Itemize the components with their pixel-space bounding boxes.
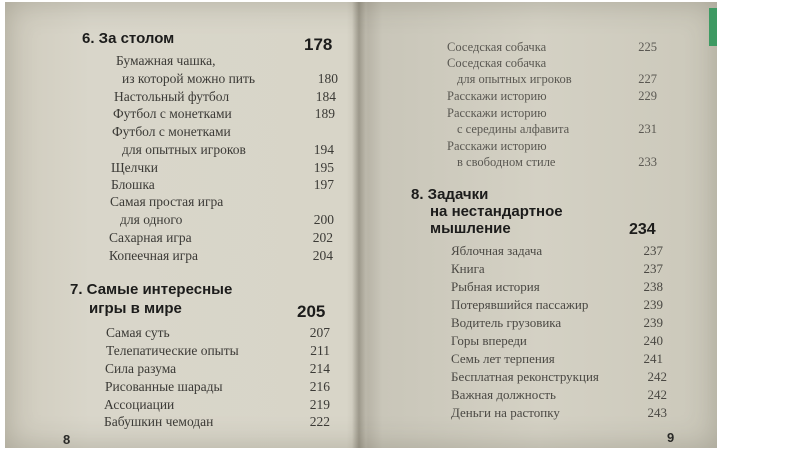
toc-entry: [110, 194, 334, 212]
toc-entry-page: 189: [314, 106, 335, 121]
toc-entry-title-cont: с середины алфавита: [457, 122, 570, 136]
toc-entry: [109, 248, 333, 266]
toc-entry: [112, 124, 334, 142]
toc-entry-title: Сила разума: [105, 361, 177, 376]
toc-entry: [114, 89, 336, 107]
toc-entry-title: Бумажная чашка,: [116, 53, 216, 68]
toc-entry-page: 219: [309, 397, 330, 412]
book-spine: [352, 2, 366, 448]
toc-entry-page: 200: [313, 212, 334, 227]
toc-entry-title: Книга: [451, 261, 485, 276]
toc-entry-title: Яблочная задача: [451, 243, 543, 258]
toc-entry: [447, 89, 657, 107]
toc-entry-title: Самая простая игра: [110, 194, 224, 209]
toc-entry-title: Расскажи историю: [447, 106, 547, 120]
toc-entry: [113, 106, 335, 124]
toc-entry: [451, 351, 663, 369]
toc-entry-page: 239: [643, 315, 663, 330]
section-7-title: 7. Самые интересные: [70, 281, 233, 298]
toc-entry-title: Самая суть: [106, 325, 170, 340]
toc-entry-title-cont: для одного: [120, 212, 183, 227]
toc-entry: [451, 261, 663, 279]
toc-entry-page: 214: [309, 361, 330, 376]
toc-entry: [111, 177, 334, 195]
toc-entry-title: Горы впереди: [451, 333, 527, 348]
section-8-title-cont: на нестандартное: [430, 203, 563, 220]
toc-entry-title: Соседская собачка: [447, 40, 547, 54]
toc-entry: [122, 71, 338, 89]
toc-entry-title: Расскажи историю: [447, 139, 547, 153]
toc-entry-page: 180: [317, 71, 338, 86]
toc-entry-page: 238: [643, 279, 663, 294]
toc-entry-title: Расскажи историю: [447, 89, 547, 103]
toc-entry: [106, 325, 330, 343]
toc-entry: [451, 315, 663, 333]
toc-entry-page: 207: [309, 325, 330, 340]
toc-entry-page: 242: [647, 387, 667, 402]
toc-entry-title: Копеечная игра: [109, 248, 199, 263]
toc-entry-page: 211: [310, 343, 330, 358]
toc-entry-title: Телепатические опыты: [106, 343, 239, 358]
toc-entry-title: Семь лет терпения: [451, 351, 555, 366]
toc-entry-title: Щелчки: [111, 160, 158, 175]
toc-entry: [104, 397, 330, 415]
toc-entry-title: Блошка: [111, 177, 155, 192]
toc-entry-title: Деньги на растопку: [451, 405, 560, 420]
toc-entry-title-cont: для опытных игроков: [122, 142, 246, 157]
toc-entry-title: Важная должность: [451, 387, 556, 402]
toc-entry-page: 202: [312, 230, 333, 245]
toc-entry: [106, 343, 330, 361]
section-6-page: 178: [304, 35, 333, 54]
toc-entry-title: Настольный футбол: [114, 89, 230, 104]
toc-entry: [457, 155, 657, 173]
section-8-page: 234: [629, 221, 656, 238]
toc-entry-page: 184: [315, 89, 336, 104]
toc-entry-page: 240: [643, 333, 663, 348]
toc-entry: [451, 387, 667, 405]
toc-entry: [457, 72, 657, 90]
toc-entry-title: Соседская собачка: [447, 56, 547, 70]
toc-entry-title-cont: в свободном стиле: [457, 155, 556, 169]
section-7-title-cont: игры в мире: [89, 300, 182, 317]
toc-entry-title: Футбол с монетками: [112, 124, 231, 139]
toc-entry: [116, 53, 336, 71]
section-6-title: 6. За столом: [82, 30, 175, 47]
toc-entry-title-cont: для опытных игроков: [457, 72, 572, 86]
toc-entry: [122, 142, 334, 160]
toc-entry-title: Рисованные шарады: [105, 379, 223, 394]
toc-entry-title-cont: из которой можно пить: [122, 71, 256, 86]
section-7-page: 205: [297, 302, 326, 321]
toc-entry: [451, 297, 663, 315]
toc-entry-page: 204: [312, 248, 333, 263]
toc-entry: [109, 230, 333, 248]
toc-entry: [120, 212, 334, 230]
toc-entry-page: 231: [638, 122, 657, 136]
toc-entry-page: 222: [309, 414, 330, 429]
toc-entry: [451, 369, 667, 387]
toc-entry-page: 194: [313, 142, 334, 157]
toc-entry-title: Футбол с монетками: [113, 106, 232, 121]
page-number-left: 8: [63, 432, 71, 447]
toc-entry-page: 233: [638, 155, 657, 169]
toc-entry: [451, 405, 667, 423]
toc-entry: [451, 243, 663, 261]
toc-entry: [105, 361, 330, 379]
toc-entry-page: 197: [313, 177, 334, 192]
toc-entry-page: 216: [309, 379, 330, 394]
toc-entry-page: 242: [647, 369, 667, 384]
toc-entry-title: Бабушкин чемодан: [104, 414, 214, 429]
section-8-title: 8. Задачки: [411, 186, 489, 203]
toc-entry-title: Потерявшийся пассажир: [451, 297, 589, 312]
toc-entry-page: 229: [638, 89, 657, 103]
toc-entry-page: 195: [313, 160, 334, 175]
toc-entry-page: 227: [638, 72, 657, 86]
page-number-right: 9: [667, 430, 675, 445]
toc-entry-page: 237: [643, 243, 663, 258]
toc-entry: [451, 333, 663, 351]
green-page-edge: [709, 8, 717, 46]
toc-entry: [105, 379, 330, 397]
section-8-title-cont: мышление: [430, 220, 511, 237]
toc-entry-page: 237: [643, 261, 663, 276]
toc-entry-title: Ассоциации: [104, 397, 175, 412]
toc-entry-title: Водитель грузовика: [451, 315, 562, 330]
toc-entry-page: 239: [643, 297, 663, 312]
toc-entry: [457, 122, 657, 140]
toc-entry: [451, 279, 663, 297]
toc-entry-page: 225: [638, 40, 657, 54]
toc-entry-page: 243: [647, 405, 667, 420]
toc-entry-title: Сахарная игра: [109, 230, 192, 245]
toc-entry: [111, 160, 334, 178]
toc-entry-title: Бесплатная реконструкция: [451, 369, 599, 384]
toc-entry-page: 241: [643, 351, 663, 366]
toc-entry: [104, 414, 330, 432]
toc-entry-title: Рыбная история: [451, 279, 540, 294]
